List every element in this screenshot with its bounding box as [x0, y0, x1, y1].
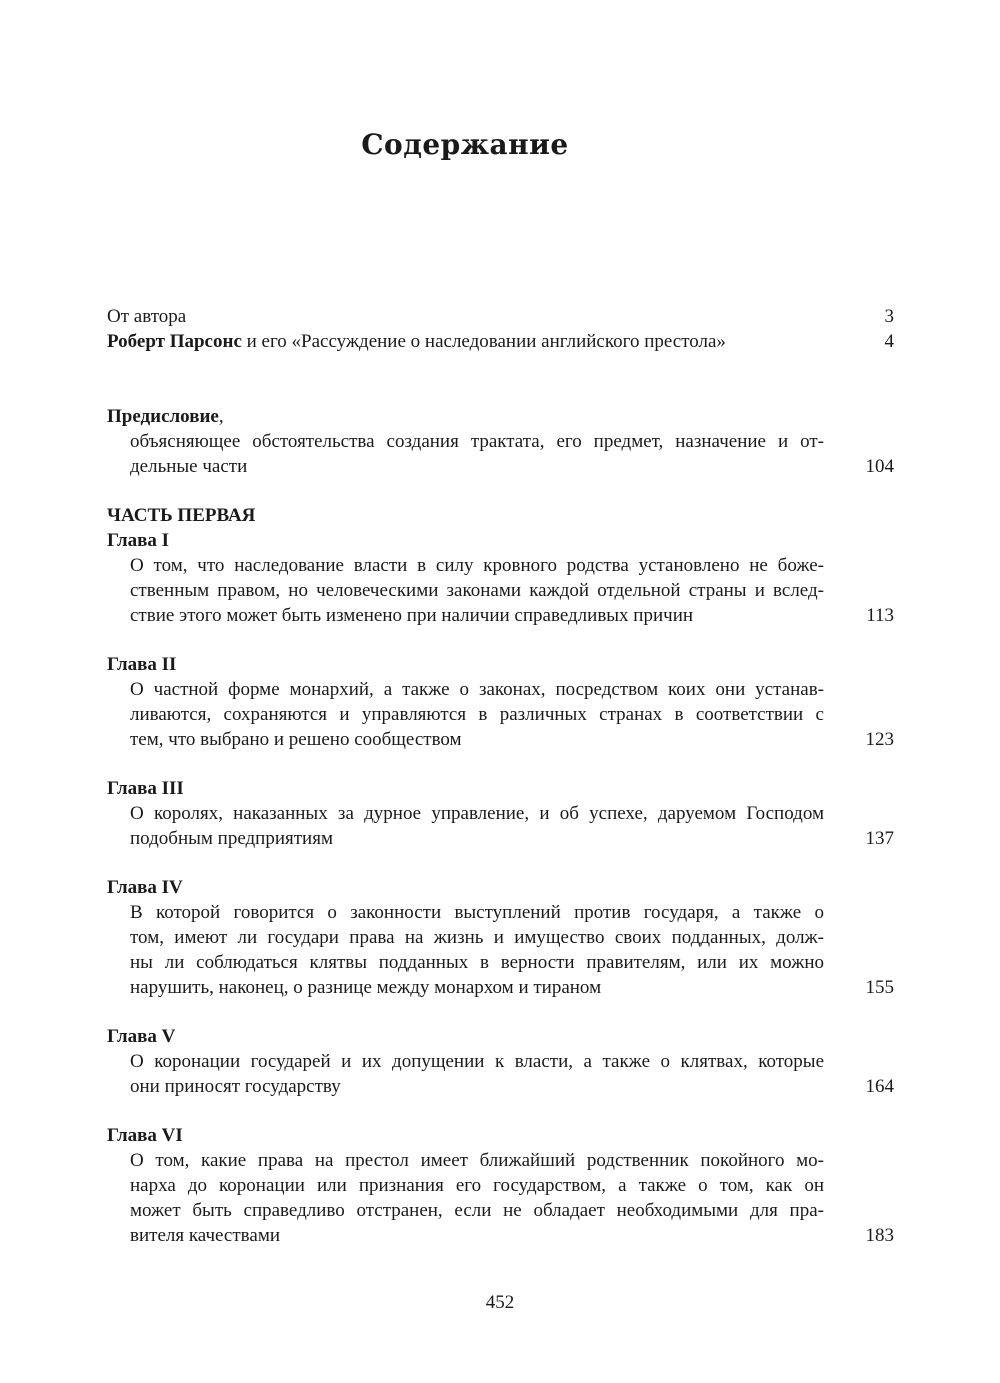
chapter-description: О частной форме монархий, а также о законах, посредством коих они устанав- ливаются, сохраняются и управляются в различных странах в соответствии с тем, что выбрано и решено сообществом	[130, 679, 824, 750]
toc-entry-chapter-5[interactable]	[107, 1024, 894, 1099]
toc-page-number: 123	[865, 729, 894, 750]
preface-description: объясняющее обстоятельства создания трактата, его предмет, назначение и от- дельные части	[130, 431, 824, 477]
chapter-description: О том, какие права на престол имеет ближайший родственник покойного мо- нарха до коронации или признания его государством, а также о том, как он может быть справедливо отстранен, если не обладает необходимыми для пра- вителя качествами	[130, 1150, 824, 1246]
toc-entry-title	[107, 329, 726, 354]
preface-heading: Предисловие,	[107, 406, 224, 427]
toc-page-number: 155	[865, 977, 894, 998]
page-title: Содержание	[361, 128, 569, 161]
part-heading: ЧАСТЬ ПЕРВАЯ	[107, 505, 256, 526]
toc-page-number: 113	[866, 605, 894, 626]
toc-entry-preface[interactable]	[107, 404, 894, 479]
toc-page-number: 164	[865, 1076, 894, 1097]
chapter-heading: Глава II	[107, 654, 177, 675]
toc-page-number: 183	[865, 1225, 894, 1246]
toc-page-number: 137	[865, 828, 894, 849]
toc-main	[107, 404, 894, 1272]
toc-front-matter	[107, 304, 894, 354]
toc-entry-bold-part: Роберт Парсонс	[107, 331, 242, 352]
chapter-heading: Глава VI	[107, 1125, 183, 1146]
toc-entry-parsons[interactable]	[107, 329, 894, 354]
chapter-description: О королях, наказанных за дурное управление, и об успехе, даруемом Господом подобным предприятиям	[130, 803, 824, 849]
footer-page-number: 452	[485, 1292, 515, 1313]
toc-entry-chapter-3[interactable]	[107, 776, 894, 851]
toc-page-number: 104	[865, 456, 894, 477]
toc-entry-chapter-2[interactable]	[107, 652, 894, 752]
toc-entry-chapter-1[interactable]	[107, 528, 894, 628]
toc-entry-chapter-4[interactable]	[107, 875, 894, 1000]
chapter-description: В которой говорится о законности выступлений против государя, а также о том, имеют ли государи права на жизнь и имущество своих подданных, долж- ны ли соблюдаться клятвы подданных в верности правителям, или их можно нарушить, наконец, о разнице между монархом и тираном	[130, 902, 824, 998]
chapter-description: О том, что наследование власти в силу кровного родства установлено не боже- ственным правом, но человеческими законами каждой отдельной страны и вслед- ствие этого может быть изменено при наличии справедливых причин	[130, 555, 824, 626]
toc-entry-chapter-6[interactable]	[107, 1123, 894, 1248]
chapter-heading: Глава IV	[107, 877, 183, 898]
chapter-heading: Глава V	[107, 1026, 176, 1047]
toc-page-number: 4	[884, 331, 894, 352]
toc-page-number: 3	[884, 306, 894, 327]
toc-entry-rest: и его «Рассуждение о наследовании английского престола»	[241, 331, 726, 352]
chapter-heading: Глава I	[107, 530, 170, 551]
toc-entry-author-note[interactable]	[107, 304, 894, 329]
chapter-heading: Глава III	[107, 778, 184, 799]
chapter-description: О коронации государей и их допущении к власти, а также о клятвах, которые они приносят государству	[130, 1051, 824, 1097]
toc-entry-title: От автора	[107, 306, 187, 327]
